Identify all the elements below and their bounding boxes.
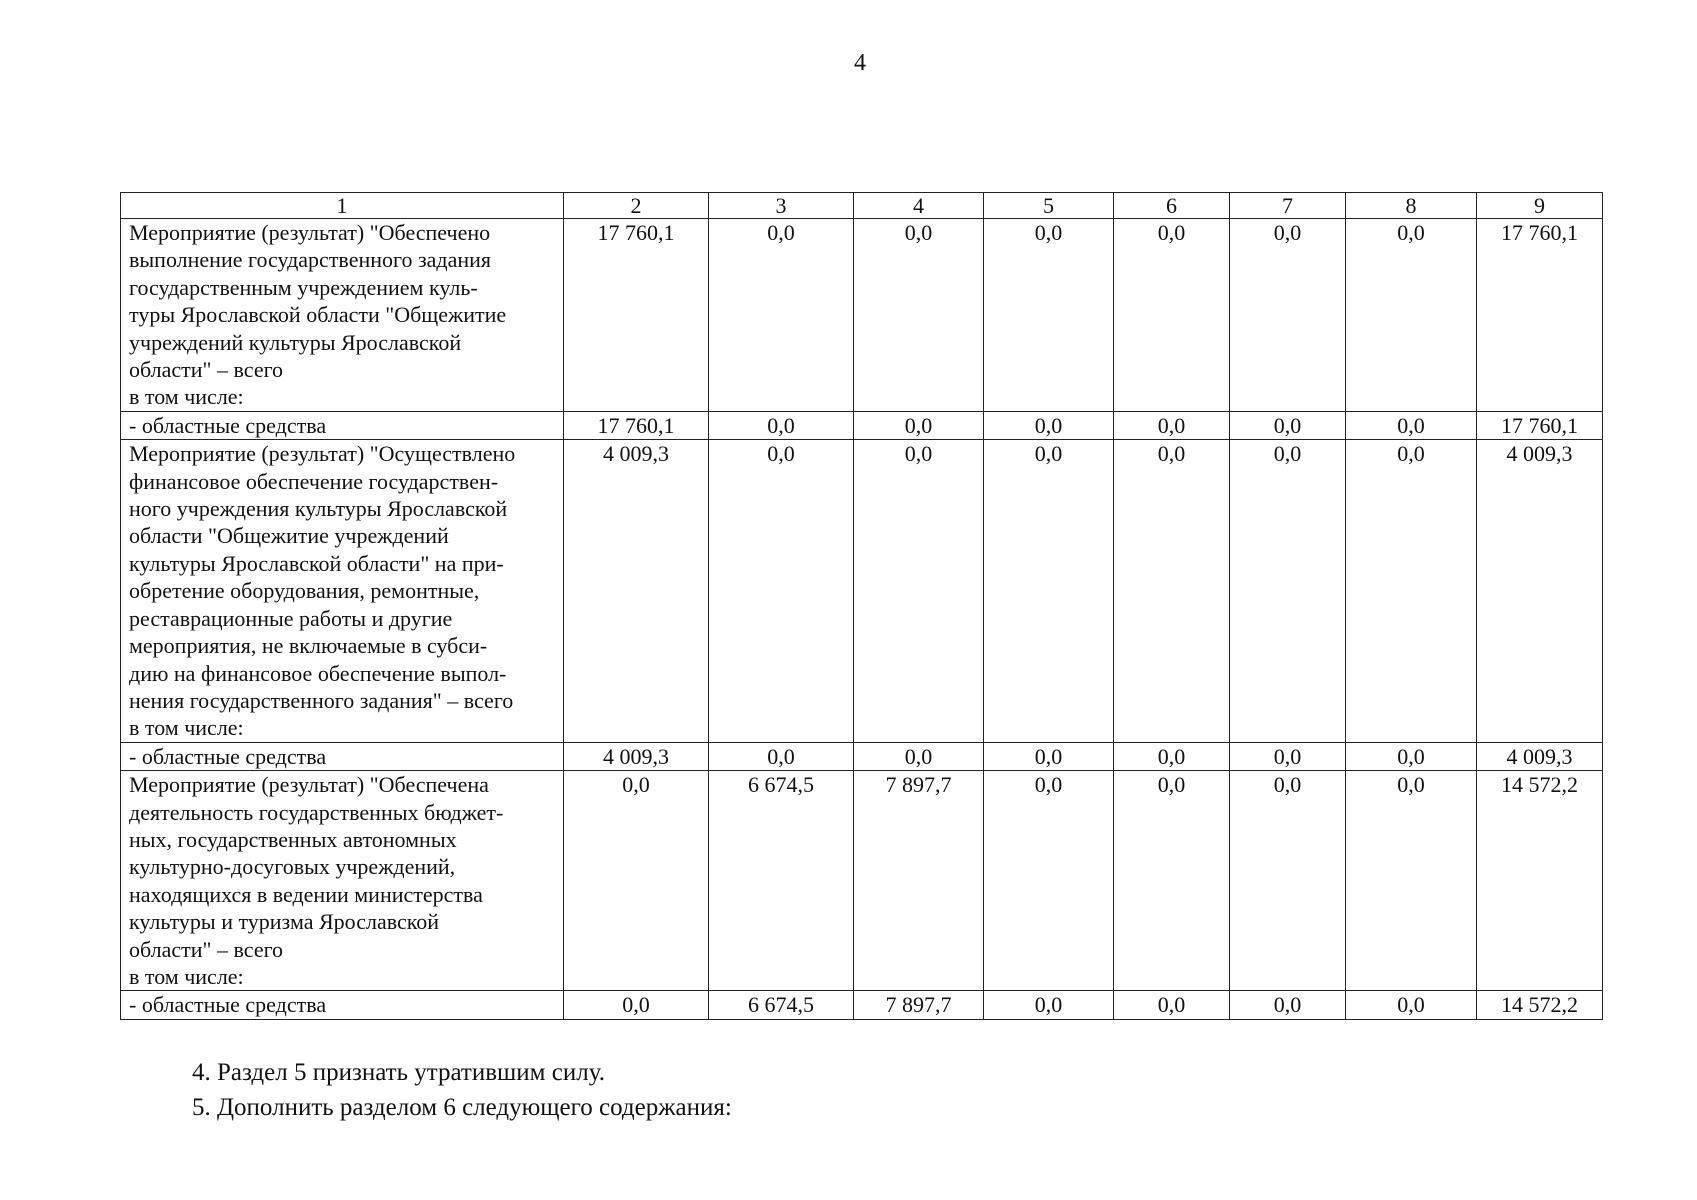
description-line: мероприятия, не включаемые в субси-: [129, 633, 488, 659]
description-line: культуры Ярославской области" на при-: [129, 550, 504, 576]
value-cell: 0,0: [984, 771, 1114, 991]
description-line: финансовое обеспечение государствен-: [129, 468, 499, 494]
description-line: дию на финансовое обеспечение выпол-: [129, 660, 507, 686]
description-line: Мероприятие (результат) "Осуществлено: [129, 441, 516, 467]
value-cell: 0,0: [854, 411, 984, 439]
column-header: 2: [564, 193, 709, 219]
page-number: 4: [854, 50, 866, 76]
budget-table: [120, 192, 1603, 1020]
table-row: [121, 219, 1603, 412]
value-cell: 6 674,5: [709, 771, 854, 991]
value-cell: 0,0: [984, 219, 1114, 412]
column-header: 7: [1230, 193, 1346, 219]
table-row: [121, 991, 1603, 1019]
value-cell: 0,0: [1114, 991, 1230, 1019]
value-cell: 0,0: [1114, 219, 1230, 412]
description-line: деятельность государственных бюджет-: [129, 799, 504, 825]
value-cell: 17 760,1: [564, 219, 709, 412]
value-cell: 0,0: [984, 411, 1114, 439]
value-cell: 4 009,3: [564, 742, 709, 770]
table-body: [121, 193, 1603, 1020]
paragraph-item-5: 5. Дополнить разделом 6 следующего содержания:: [192, 1094, 732, 1121]
description-line: Мероприятие (результат) "Обеспечено: [129, 220, 491, 245]
description-line: в том числе:: [129, 715, 244, 741]
value-cell: 0,0: [564, 771, 709, 991]
column-header: 9: [1477, 193, 1603, 219]
value-cell: 0,0: [1346, 742, 1477, 770]
value-cell: 0,0: [1230, 219, 1346, 412]
description-line: обретение оборудования, ремонтные,: [129, 578, 480, 604]
table-row: [121, 771, 1603, 991]
row-description: [121, 771, 564, 991]
value-cell: 0,0: [1230, 742, 1346, 770]
description-line: культуры и туризма Ярославской: [129, 909, 440, 935]
value-cell: 0,0: [984, 440, 1114, 742]
description-line: области" – всего: [129, 357, 284, 383]
value-cell: 0,0: [1114, 440, 1230, 742]
value-cell: 0,0: [709, 219, 854, 412]
description-line: культурно-досуговых учреждений,: [129, 854, 456, 880]
column-header: 8: [1346, 193, 1477, 219]
description-line: в том числе:: [129, 963, 244, 989]
value-cell: 0,0: [1346, 219, 1477, 412]
row-description: [121, 742, 564, 770]
table-header-row: [121, 193, 1603, 219]
description-line: учреждений культуры Ярославской: [129, 329, 462, 355]
description-line: туры Ярославской области "Общежитие: [129, 302, 507, 328]
value-cell: 0,0: [709, 742, 854, 770]
value-cell: 17 760,1: [1477, 411, 1603, 439]
value-cell: 0,0: [709, 440, 854, 742]
value-cell: 4 009,3: [1477, 742, 1603, 770]
description-line: реставрационные работы и другие: [129, 605, 453, 631]
row-description: [121, 219, 564, 412]
description-line: области "Общежитие учреждений: [129, 523, 449, 549]
value-cell: 7 897,7: [854, 991, 984, 1019]
paragraph-item-4: 4. Раздел 5 признать утратившим силу.: [192, 1059, 605, 1086]
description-line: Мероприятие (результат) "Обеспечена: [129, 772, 489, 798]
description-line: выполнение государственного задания: [129, 247, 492, 273]
table-row: [121, 440, 1603, 742]
value-cell: 17 760,1: [1477, 219, 1603, 412]
description-line: - областные средства: [129, 743, 327, 769]
column-header: 1: [121, 193, 564, 219]
description-line: в том числе:: [129, 384, 244, 410]
value-cell: 0,0: [1346, 411, 1477, 439]
column-header: 6: [1114, 193, 1230, 219]
row-description: [121, 991, 564, 1019]
description-line: - областные средства: [129, 412, 327, 438]
value-cell: 7 897,7: [854, 771, 984, 991]
value-cell: 0,0: [1114, 742, 1230, 770]
value-cell: 0,0: [984, 991, 1114, 1019]
table-row: [121, 742, 1603, 770]
value-cell: 0,0: [1230, 440, 1346, 742]
row-description: [121, 440, 564, 742]
value-cell: 0,0: [854, 219, 984, 412]
value-cell: 17 760,1: [564, 411, 709, 439]
value-cell: 14 572,2: [1477, 991, 1603, 1019]
column-header: 3: [709, 193, 854, 219]
description-line: ного учреждения культуры Ярославской: [129, 496, 508, 522]
value-cell: 0,0: [1346, 771, 1477, 991]
value-cell: 0,0: [1114, 771, 1230, 991]
value-cell: 0,0: [1230, 411, 1346, 439]
value-cell: 6 674,5: [709, 991, 854, 1019]
description-line: - областные средства: [129, 992, 327, 1018]
value-cell: 0,0: [854, 440, 984, 742]
value-cell: 0,0: [1346, 440, 1477, 742]
value-cell: 0,0: [709, 411, 854, 439]
column-header: 4: [854, 193, 984, 219]
value-cell: 0,0: [1114, 411, 1230, 439]
description-line: нения государственного задания" – всего: [129, 687, 514, 713]
value-cell: 4 009,3: [564, 440, 709, 742]
value-cell: 0,0: [1230, 991, 1346, 1019]
description-line: области" – всего: [129, 936, 284, 962]
column-header: 5: [984, 193, 1114, 219]
description-line: ных, государственных автономных: [129, 826, 457, 852]
value-cell: 0,0: [1346, 991, 1477, 1019]
value-cell: 0,0: [564, 991, 709, 1019]
description-line: находящихся в ведении министерства: [129, 881, 483, 907]
row-description: [121, 411, 564, 439]
table-row: [121, 411, 1603, 439]
value-cell: 14 572,2: [1477, 771, 1603, 991]
description-line: государственным учреждением куль-: [129, 274, 478, 300]
value-cell: 4 009,3: [1477, 440, 1603, 742]
value-cell: 0,0: [984, 742, 1114, 770]
value-cell: 0,0: [854, 742, 984, 770]
value-cell: 0,0: [1230, 771, 1346, 991]
